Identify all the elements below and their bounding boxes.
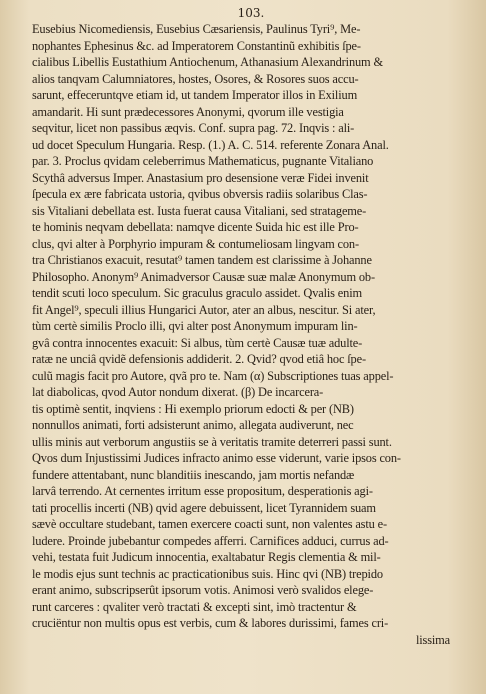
text-line: runt carceres : qvaliter verò tractati & excepti sint, imò tractentur & [32, 599, 357, 614]
text-line: nophantes Ephesinus &c. ad Imperatorem Constantinũ exhibitis ſpe- [32, 38, 361, 53]
text-line: seqvitur, licet non passibus æqvis. Conf. supra pag. 72. Inqvis : ali- [32, 121, 355, 135]
text-line: ratæ ne unciâ qvidẽ defensionis addiderit. 2. Qvid? qvod etiâ hoc ſpe- [32, 352, 366, 366]
text-line: alios tanqvam Calumniatores, hostes, Osores, & Rosores suos accu- [32, 71, 359, 86]
text-line: sis Vitaliani debellata est. Iusta fuerat causa Vitaliani, sed stratageme- [32, 203, 367, 218]
text-line: Philosopho. Anonym⁹ Animadversor Causæ suæ malæ Anonymum ob- [32, 269, 375, 284]
text-line: tùm certè similis Proclo illi, qvi alter post Anonymum impuram lin- [32, 319, 358, 333]
text-line: par. 3. Proclus qvidam celeberrimus Mathematicus, pugnante Vitaliano [32, 154, 374, 168]
text-line: ludere. Proinde jubebantur compedes afferri. Carnifices adduci, currus ad- [32, 533, 389, 548]
page-number: 103. [237, 6, 265, 20]
text-line: le modis ejus sunt technis ac practicationibus suis. Hinc qvi (NB) trepido [32, 566, 383, 581]
text-line: larvâ terrendo. At cernentes irritum esse propositum, desperationis agi- [32, 484, 373, 498]
text-line: tendit scuti loco speculum. Sic graculus graculo assidet. Qvalis enim [32, 286, 362, 300]
text-line: sarunt, effeceruntqve etiam id, ut tandem Imperator illos in Exilium [32, 88, 358, 102]
text-line: tra Christianos exacuit, resutat⁹ tamen tandem est clarissime à Johanne [32, 253, 372, 267]
text-line: fundere attentabant, nunc blanditiis inescando, jam mortis nefandæ [32, 467, 355, 482]
text-line: clus, qvi alter à Porphyrio impuram & contumeliosam lingvam con- [32, 236, 359, 251]
text-line: cialibus Libellis Eustathium Antiochenum, Athanasium Alexandrinum & [32, 55, 383, 69]
text-line: cruciëntur non multis opus est verbis, cum & labores durissimi, fames cri- [32, 616, 389, 630]
text-line: nonnullos animati, forti adsisterunt animo, allegata audiverunt, nec [32, 418, 354, 432]
text-line: lat diabolicas, qvod Autor nondum dixerat. (β) De incarcera- [32, 385, 324, 399]
text-line: amandarit. Hi sunt prædecessores Anonymi, qvorum ille vestigia [32, 104, 344, 119]
text-line: Qvos dum Injustissimi Judices infracto animo esse viderunt, varie ipsos con- [32, 451, 401, 465]
text-line: gvâ contra innocentes exacuit: Si albus, tùm certè Causæ tuæ adulte- [32, 335, 363, 350]
text-line: ſpecula ex ære fabricata ustoria, qvibus obversis radiis solaribus Clas- [32, 187, 368, 201]
text-line: te hominis neqvam debellata: namqve dicente Suida hic est ille Pro- [32, 220, 359, 234]
text-line: tis optimè sentit, inqviens : Hi exemplo priorum edocti & per (NB) [32, 401, 354, 416]
text-line: Scythâ adversus Imper. Anastasium pro desensione veræ Fidei invenit [32, 170, 369, 185]
text-line: fit Angel⁹, speculi illius Hungarici Autor, ater an albus, nescitur. Si ater, [32, 302, 376, 317]
text-line: sævè occultare studebant, tamen exercere coacti sunt, non valentes astu e- [32, 517, 387, 531]
catchword: lissima [415, 632, 450, 647]
text-line: culũ magis facit pro Autore, qvã pro te. Nam (α) Subscriptiones tuas appel- [32, 368, 394, 383]
text-line: ud docet Speculum Hungaria. Resp. (1.) A. C. 514. referente Zonara Anal. [32, 137, 389, 152]
text-line: vehi, testata fuit Judicum innocentia, exaltabatur Regis clementia & mil- [32, 550, 381, 564]
text-line: ullis minis aut verborum angustiis se à veritatis tramite deterreri passi sunt. [32, 434, 392, 449]
text-line: tati procellis incerti (NB) qvid agere debuissent, licet Tyrannidem suam [32, 500, 376, 515]
text-line: Eusebius Nicomediensis, Eusebius Cæsariensis, Paulinus Tyri⁹, Me- [32, 22, 361, 36]
body-text [32, 21, 470, 632]
text-line: erant animo, subscripserût ipsorum votis. Animosi verò svalidos elege- [32, 583, 374, 597]
